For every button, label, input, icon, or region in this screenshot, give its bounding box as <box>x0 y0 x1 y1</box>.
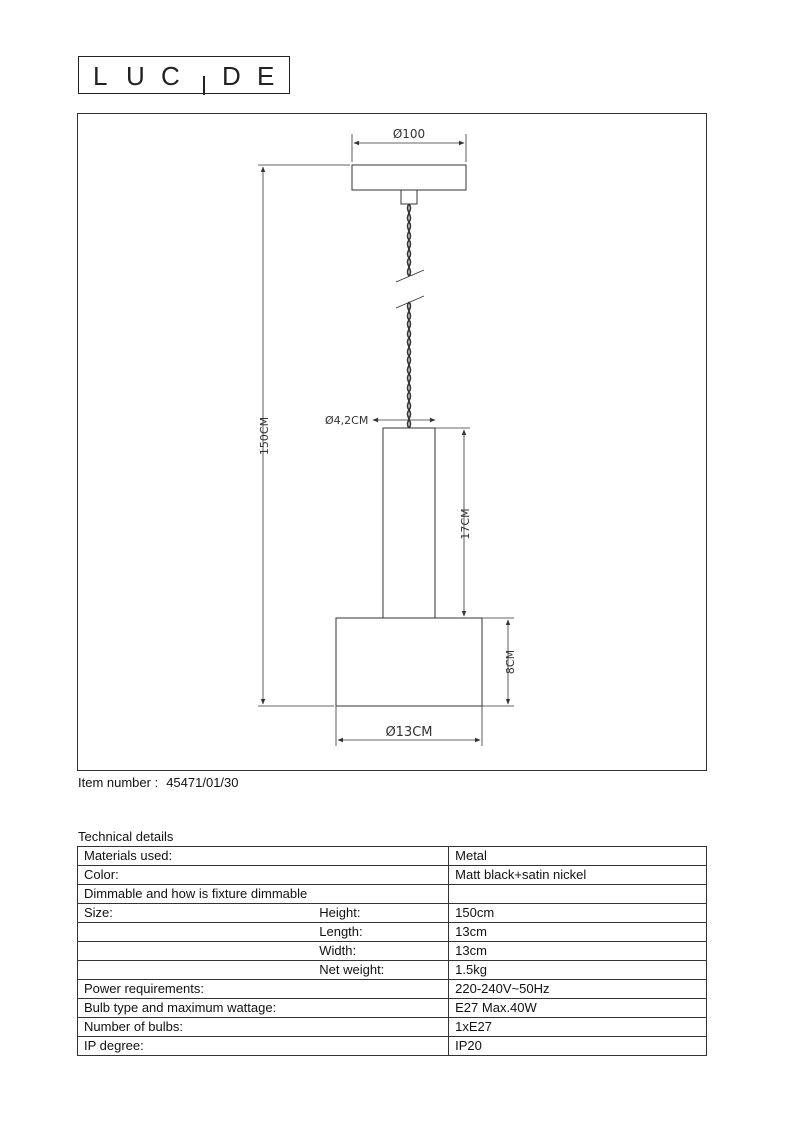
stem-height-label: 17CM <box>459 508 472 540</box>
shade-height-label: 8CM <box>504 649 517 675</box>
canopy-diameter-label: Ø100 <box>392 127 426 141</box>
table-row <box>78 923 707 942</box>
table-row <box>78 961 707 980</box>
cable-length-label: 150CM <box>258 416 271 456</box>
spec-sublabel <box>313 999 448 1018</box>
table-row <box>78 942 707 961</box>
item-number-label: Item number : <box>78 775 159 790</box>
item-number <box>78 775 239 790</box>
spec-label: Color: <box>78 866 314 885</box>
lamp-stem <box>383 428 435 618</box>
cable-diameter-label: Ø4,2CM <box>325 414 369 427</box>
shade-diameter-label: Ø13CM <box>385 725 433 740</box>
spec-value: 220-240V~50Hz <box>449 980 707 999</box>
spec-value: 13cm <box>449 923 707 942</box>
spec-label: IP degree: <box>78 1037 314 1056</box>
logo-letter-c: C <box>161 61 180 91</box>
spec-value: E27 Max.40W <box>449 999 707 1018</box>
spec-sublabel <box>313 1018 448 1037</box>
spec-sublabel: Width: <box>313 942 448 961</box>
technical-details-title: Technical details <box>78 829 174 844</box>
table-row <box>78 1037 707 1056</box>
pendant-lamp-drawing <box>78 114 708 772</box>
spec-sublabel: Length: <box>313 923 448 942</box>
spec-sublabel <box>313 885 448 904</box>
canopy <box>352 165 466 190</box>
spec-value: 13cm <box>449 942 707 961</box>
spec-sublabel <box>313 1037 448 1056</box>
technical-drawing-frame <box>77 113 707 771</box>
table-row <box>78 885 707 904</box>
table-row <box>78 1018 707 1037</box>
spec-label: Power requirements: <box>78 980 314 999</box>
technical-details-table <box>77 846 707 1056</box>
spec-sublabel: Height: <box>313 904 448 923</box>
table-row <box>78 847 707 866</box>
spec-value: Metal <box>449 847 707 866</box>
spec-label: Size: <box>78 904 314 923</box>
logo-letter-i <box>203 76 205 95</box>
spec-label <box>78 923 314 942</box>
spec-label: Number of bulbs: <box>78 1018 314 1037</box>
spec-sublabel <box>313 847 448 866</box>
spec-label: Materials used: <box>78 847 314 866</box>
spec-sublabel: Net weight: <box>313 961 448 980</box>
spec-label: Bulb type and maximum wattage: <box>78 999 314 1018</box>
spec-label <box>78 961 314 980</box>
brand-logo <box>78 56 290 94</box>
spec-label: Dimmable and how is fixture dimmable <box>78 885 314 904</box>
logo-letter-u: U <box>126 61 145 91</box>
spec-sublabel <box>313 866 448 885</box>
logo-letter-e: E <box>257 61 275 91</box>
table-row <box>78 980 707 999</box>
spec-sublabel <box>313 980 448 999</box>
logo-letter-l: L <box>93 61 108 91</box>
table-row <box>78 999 707 1018</box>
spec-value: 150cm <box>449 904 707 923</box>
spec-value: Matt black+satin nickel <box>449 866 707 885</box>
table-row <box>78 904 707 923</box>
item-number-value: 45471/01/30 <box>166 775 239 790</box>
spec-value: IP20 <box>449 1037 707 1056</box>
spec-value: 1xE27 <box>449 1018 707 1037</box>
spec-value <box>449 885 707 904</box>
table-row <box>78 866 707 885</box>
lamp-shade <box>336 618 482 706</box>
logo-letter-d: D <box>222 61 241 91</box>
spec-value: 1.5kg <box>449 961 707 980</box>
spec-label <box>78 942 314 961</box>
canopy-fitting <box>401 190 417 204</box>
